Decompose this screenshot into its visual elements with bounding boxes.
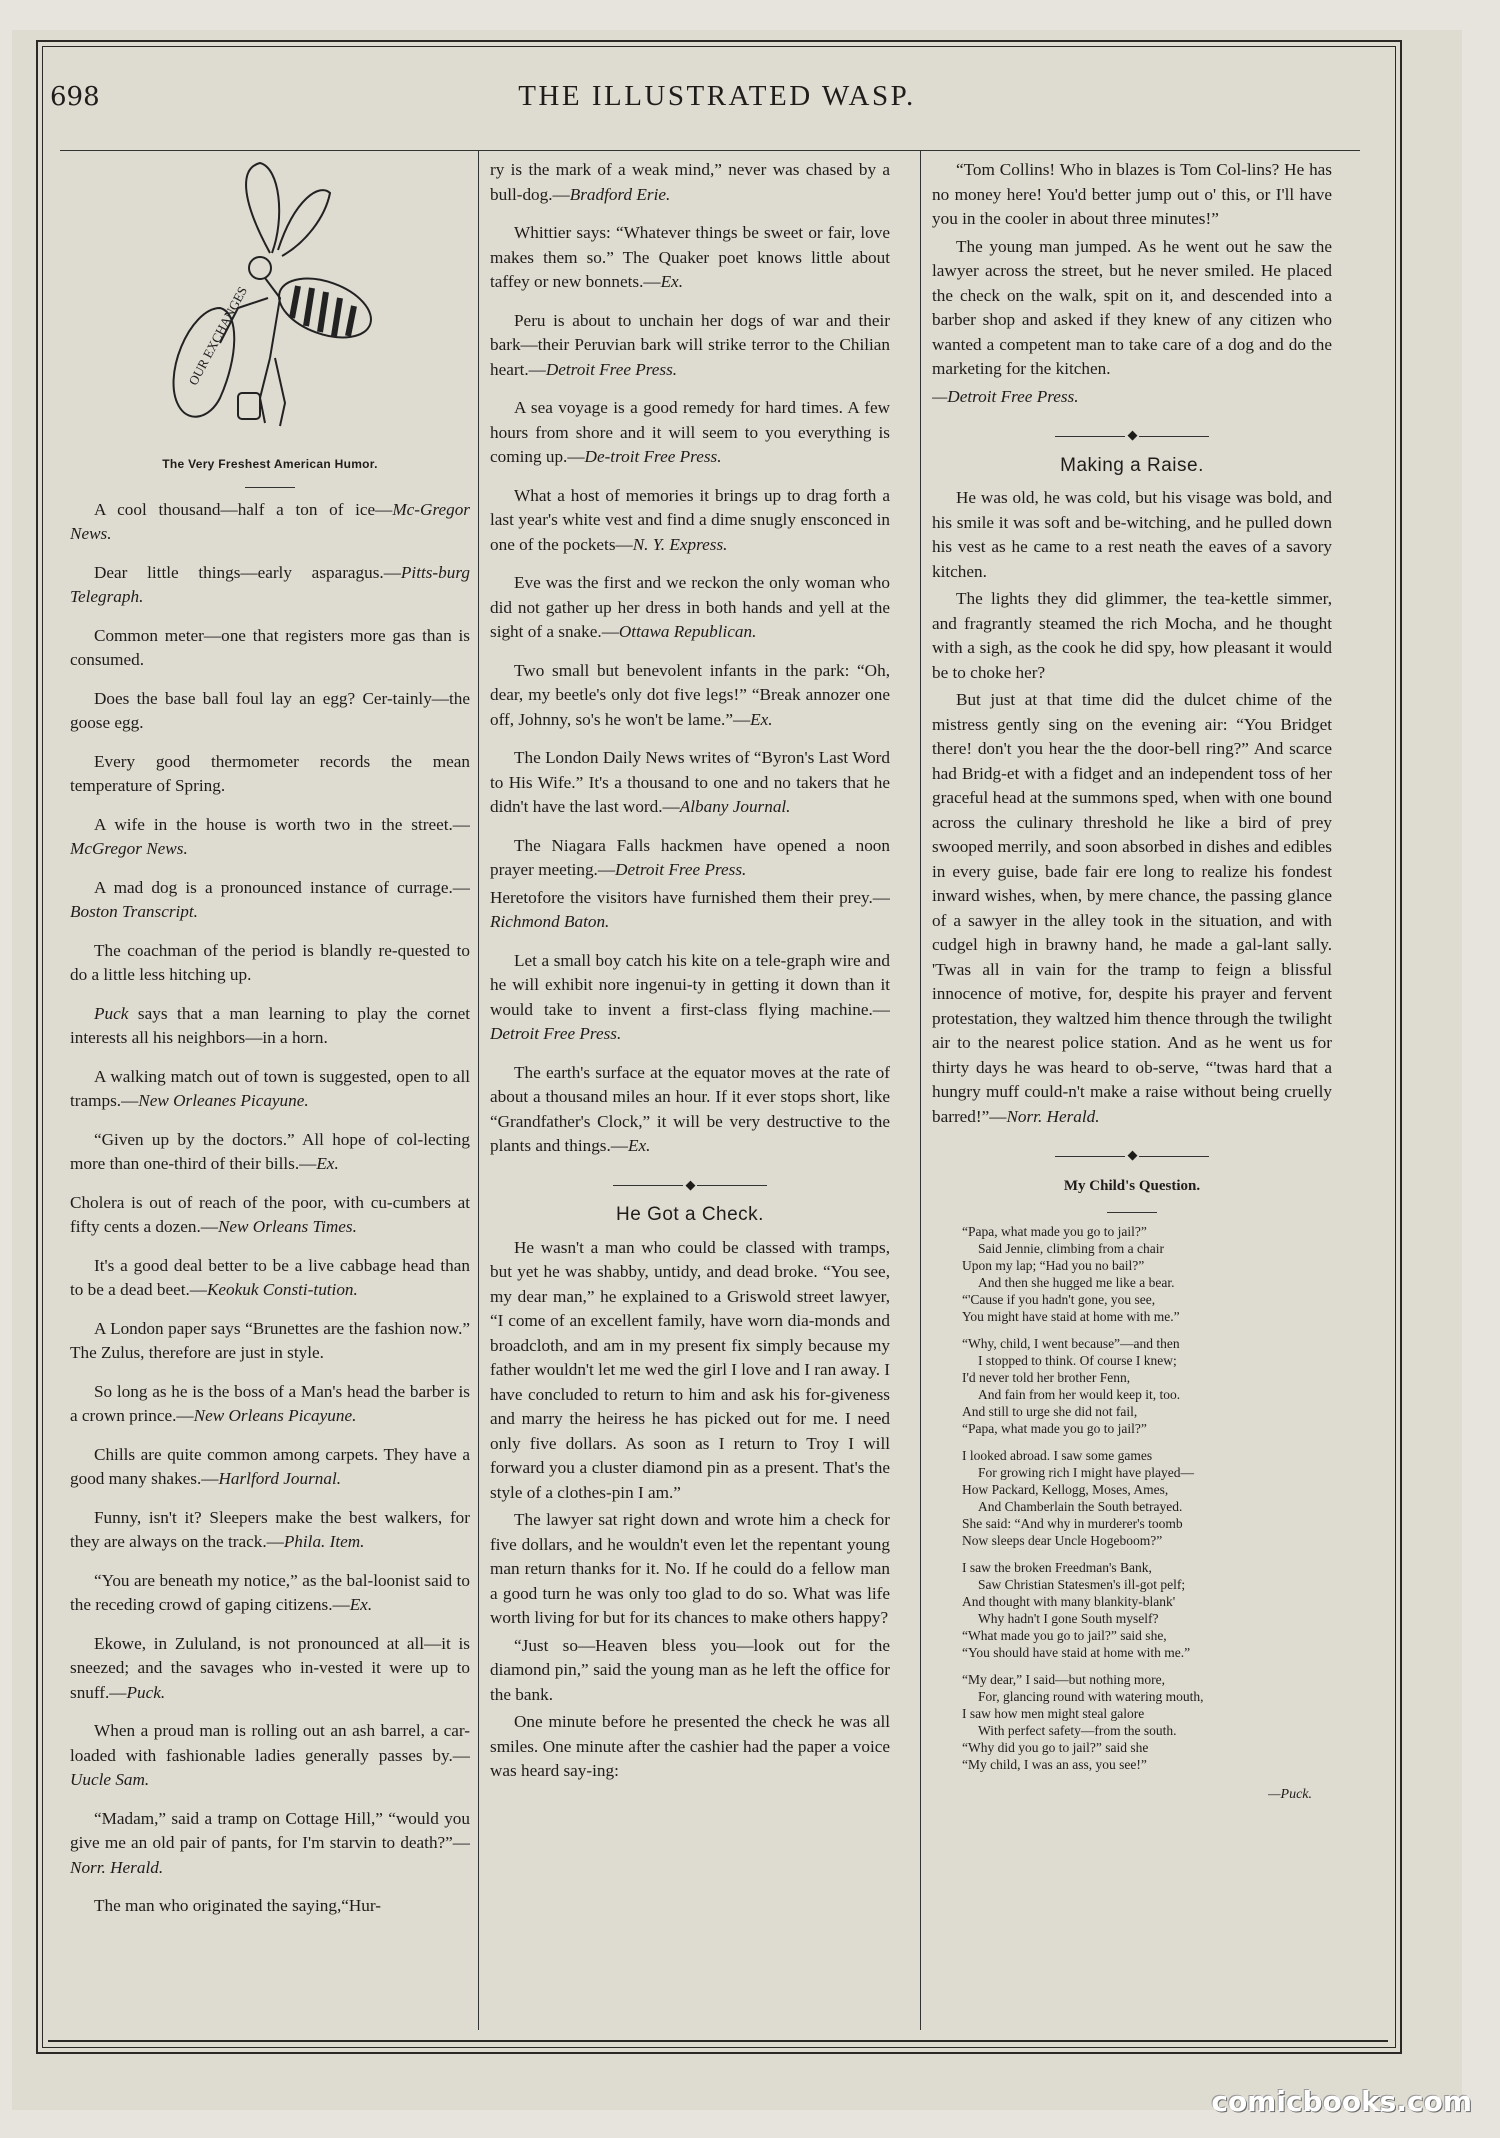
- item: “You are beneath my notice,” as the bal-loonist said to the receding crowd of gaping citizens.—Ex.: [70, 1570, 470, 1614]
- page-number: 698: [50, 82, 100, 112]
- page-header: [36, 58, 1398, 128]
- column-divider-1: [478, 150, 479, 2030]
- poem-stanza: “My dear,” I said—but nothing more, For, glancing round with watering mouth, I saw how men might steal galore With perfect safety—from the south. “Why did you go to jail?” said she “My child, I was an ass, you see!”: [962, 1672, 1204, 1772]
- item: What a host of memories it brings up to drag forth a last year's white vest and find a dime snugly ensconced in one of the pockets—N. Y. Express.: [490, 485, 890, 554]
- item: Heretofore the visitors have furnished them their prey.—Richmond Baton.: [490, 887, 890, 931]
- poem-credit: —Puck.: [1268, 1787, 1312, 1802]
- item: Chills are quite common among carpets. They have a good many shakes.—Harlford Journal.: [70, 1444, 470, 1488]
- section-ornament: ◆: [490, 1173, 890, 1198]
- short-rule: [1107, 1212, 1157, 1213]
- cartoon-banner-text: OUR EXCHANGES: [185, 283, 250, 388]
- item: So long as he is the boss of a Man's head the barber is a crown prince.—New Orleans Picayune.: [70, 1381, 470, 1425]
- story-paragraph: He wasn't a man who could be classed with tramps, but yet he was shabby, untidy, and dead broke. “You see, my dear man,” he explained to a Griswold street lawyer, “I come of an excellent family, have worn dia-monds and broadcloth, and am in my present fix simply because my father wouldn't let me wed the girl I love and I ran away. I have concluded to return to him and ask his for-giveness and marry the heiress he has picked out for me. I need only five dollars. As soon as I return to Troy I will forward you a cluster diamond pin as a present. That's the style of a clothes-pin I am.”: [490, 1237, 890, 1502]
- cartoon-caption: The Very Freshest American Humor.: [162, 457, 378, 471]
- item: Ekowe, in Zululand, is not pronounced at all—it is sneezed; and the savages who in-vested it were up to snuff.—Puck.: [70, 1633, 470, 1702]
- item: The Niagara Falls hackmen have opened a noon prayer meeting.—Detroit Free Press.: [490, 835, 890, 879]
- story-title: He Got a Check.: [616, 1204, 764, 1225]
- item: Whittier says: “Whatever things be sweet or fair, love makes them so.” The Quaker poet knows little about taffey or new bonnets.—Ex.: [490, 223, 890, 291]
- story-paragraph: “Just so—Heaven bless you—look out for the diamond pin,” said the young man as he left the office for the bank.: [490, 1635, 890, 1704]
- item: A walking match out of town is suggested, open to all tramps.—New Orleanes Picayune.: [70, 1066, 470, 1110]
- bottom-rule: [48, 2040, 1388, 2042]
- item: Puck says that a man learning to play the cornet interests all his neighbors—in a horn.: [70, 1003, 470, 1047]
- item: The man who originated the saying,“Hur-: [94, 1896, 381, 1915]
- item: Cholera is out of reach of the poor, with cu-cumbers at fifty cents a dozen.—New Orleans Times.: [70, 1192, 470, 1236]
- item: A London paper says “Brunettes are the fashion now.” The Zulus, therefore are just in style.: [70, 1318, 470, 1362]
- poem-stanza: “Why, child, I went because”—and then I stopped to think. Of course I knew; I'd never told her brother Fenn, And fain from her would keep it, too. And still to urge she did not fail, “Papa, what made you go to jail?”: [962, 1336, 1181, 1436]
- site-watermark: comicbooks.com: [1211, 2085, 1472, 2118]
- poem-stanza: “Papa, what made you go to jail?” Said Jennie, climbing from a chair Upon my lap; “Had you no bail?” And then she hugged me like a bear. “'Cause if you hadn't gone, you see, You might have staid at home with me.”: [962, 1224, 1180, 1324]
- item: It's a good deal better to be a live cabbage head than to be a dead beet.—Keokuk Consti-tution.: [70, 1255, 470, 1299]
- item: Eve was the first and we reckon the only woman who did not gather up her dress in both hands and yell at the sight of a snake.—Ottawa Republican.: [490, 573, 890, 641]
- item: Funny, isn't it? Sleepers make the best walkers, for they are always on the track.—Phila. Item.: [70, 1507, 470, 1551]
- section-ornament: ◆: [932, 1143, 1332, 1168]
- story-credit: —Detroit Free Press.: [932, 386, 1079, 406]
- item: Let a small boy catch his kite on a tele-graph wire and he will exhibit nore ingenui-ty in getting it down than it would take to invent a first-class flying machine.—Detroit Free Press.: [490, 950, 890, 1043]
- story-paragraph: One minute before he presented the check he was all smiles. One minute after the cashier had the paper a voice was heard say-ing:: [490, 1712, 890, 1780]
- column-3: [932, 158, 1332, 2038]
- raise-paragraph: But just at that time did the dulcet chime of the mistress gently sing on the evening air: “You Bridget there! don't you hear the the door-bell ring?” And scarce had Bridg-et with a fidget and an independent toss of her graceful head at the summons sped, when with one bound across the culinary threshold he like a bird of prey swooped merrily, and soon absorbed in dishes and edibles in every guise, bade fair ere long to realize his fondest inward wishes, when, by mere chance, the passing glance of a sawyer in the alley took in the situation, and with cudgel high in brawny hand, he made a gal-lant sally. 'Twas all in vain for the tramp to feign a blissful innocence of motive, for, despite his prayer and fervent protestation, they waltzed him thence through the twilight air to the nearest police station. And as he went us for thirty days he was heard to ob-serve, “'twas hard that a hungry muff could-n't make a raise without being cruelly barred!”—Norr. Herald.: [932, 690, 1332, 1126]
- item: A wife in the house is worth two in the street.—McGregor News.: [70, 814, 470, 858]
- column-divider-2: [920, 150, 921, 2030]
- item: “Madam,” said a tramp on Cottage Hill,” “would you give me an old pair of pants, for I'm starvin to death?”—Norr. Herald.: [70, 1808, 470, 1877]
- item: The coachman of the period is blandly re-quested to do a little less hitching up.: [70, 940, 470, 984]
- item: The London Daily News writes of “Byron's Last Word to His Wife.” It's a thousand to one and no takers that he didn't have the last word.—Albany Journal.: [490, 748, 890, 816]
- story-paragraph: The young man jumped. As he went out he saw the lawyer across the street, but he never smiled. He placed the check on the walk, spit on it, and descended into a barber shop and asked if they knew of any citizen who wanted a competent man to take care of a dog and do the marketing for the kitchen.: [932, 236, 1332, 378]
- section-title: Making a Raise.: [1060, 454, 1204, 476]
- section-ornament: ◆: [932, 423, 1332, 448]
- item: A sea voyage is a good remedy for hard times. A few hours from shore and it will seem to you everything is coming up.—De-troit Free Press.: [490, 398, 890, 466]
- masthead-title: THE ILLUSTRATED WASP.: [518, 80, 916, 112]
- header-rule: [60, 150, 1360, 151]
- item: Does the base ball foul lay an egg? Cer-tainly—the goose egg.: [70, 688, 470, 732]
- item: ry is the mark of a weak mind,” never was chased by a bull-dog.—Bradford Erie.: [490, 160, 890, 204]
- poem-title: My Child's Question.: [1063, 1177, 1201, 1194]
- item: Common meter—one that registers more gas than is consumed.: [70, 625, 470, 669]
- item: “Given up by the doctors.” All hope of col-lecting more than one-third of their bills.—Ex.: [70, 1129, 470, 1173]
- story-paragraph: “Tom Collins! Who in blazes is Tom Col-lins? He has no money here! You'd better jump out o' this, or I'll have you in the cooler in about three minutes!”: [932, 160, 1332, 228]
- item: Every good thermometer records the mean temperature of Spring.: [70, 751, 470, 795]
- item: Dear little things—early asparagus.—Pitts-burg Telegraph.: [70, 562, 470, 606]
- item: The earth's surface at the equator moves at the rate of about a thousand miles an hour. If it ever stops short, like “Grandfather's Clock,” it will be very destructive to the plants and things.—Ex.: [490, 1062, 890, 1155]
- item: When a proud man is rolling out an ash barrel, a car-loaded with fashionable ladies generally passes by.—Uucle Sam.: [70, 1721, 470, 1789]
- raise-paragraph: The lights they did glimmer, the tea-kettle simmer, and fragrantly steamed the rich Mocha, and he thought with a sigh, as the cook he did spy, how pleasant it would be to choke her?: [932, 589, 1332, 682]
- column-1: [70, 158, 470, 2038]
- item: Peru is about to unchain her dogs of war and their bark—their Peruvian bark will strike terror to the Chilian heart.—Detroit Free Press.: [490, 310, 890, 379]
- item: A cool thousand—half a ton of ice—Mc-Gregor News.: [70, 499, 470, 543]
- item: A mad dog is a pronounced instance of currage.—Boston Transcript.: [70, 877, 470, 921]
- column-2: [490, 158, 890, 2038]
- item: Two small but benevolent infants in the park: “Oh, dear, my beetle's only dot five legs!” “Break annozer one off, Johnny, so's he won't be lame.”—Ex.: [490, 660, 890, 729]
- raise-paragraph: He was old, he was cold, but his visage was bold, and his smile it was soft and be-witching, and he pulled down his vest as he came to a rest neath the eaves of a savory kitchen.: [932, 488, 1332, 581]
- wasp-cartoon-illustration: [70, 158, 470, 448]
- poem-stanza: I saw the broken Freedman's Bank, Saw Christian Statesmen's ill-got pelf; And thought with many blankity-blank' Why hadn't I gone South myself? “What made you go to jail?” said she, “You should have staid at home with me.”: [962, 1560, 1191, 1660]
- short-rule: [245, 487, 295, 488]
- poem-stanza: I looked abroad. I saw some games For growing rich I might have played— How Packard, Kellogg, Moses, Ames, And Chamberlain the South betrayed. She said: “And why in murderer's toomb Now sleeps dear Uncle Hogeboom?”: [962, 1448, 1194, 1548]
- story-paragraph: The lawyer sat right down and wrote him a check for five dollars, and he wouldn't even let the repentant young man return thanks for it. No. If he could do a fellow man a good turn he was only too glad to do so. What was life worth living for but for its chances to make others happy?: [490, 1510, 890, 1627]
